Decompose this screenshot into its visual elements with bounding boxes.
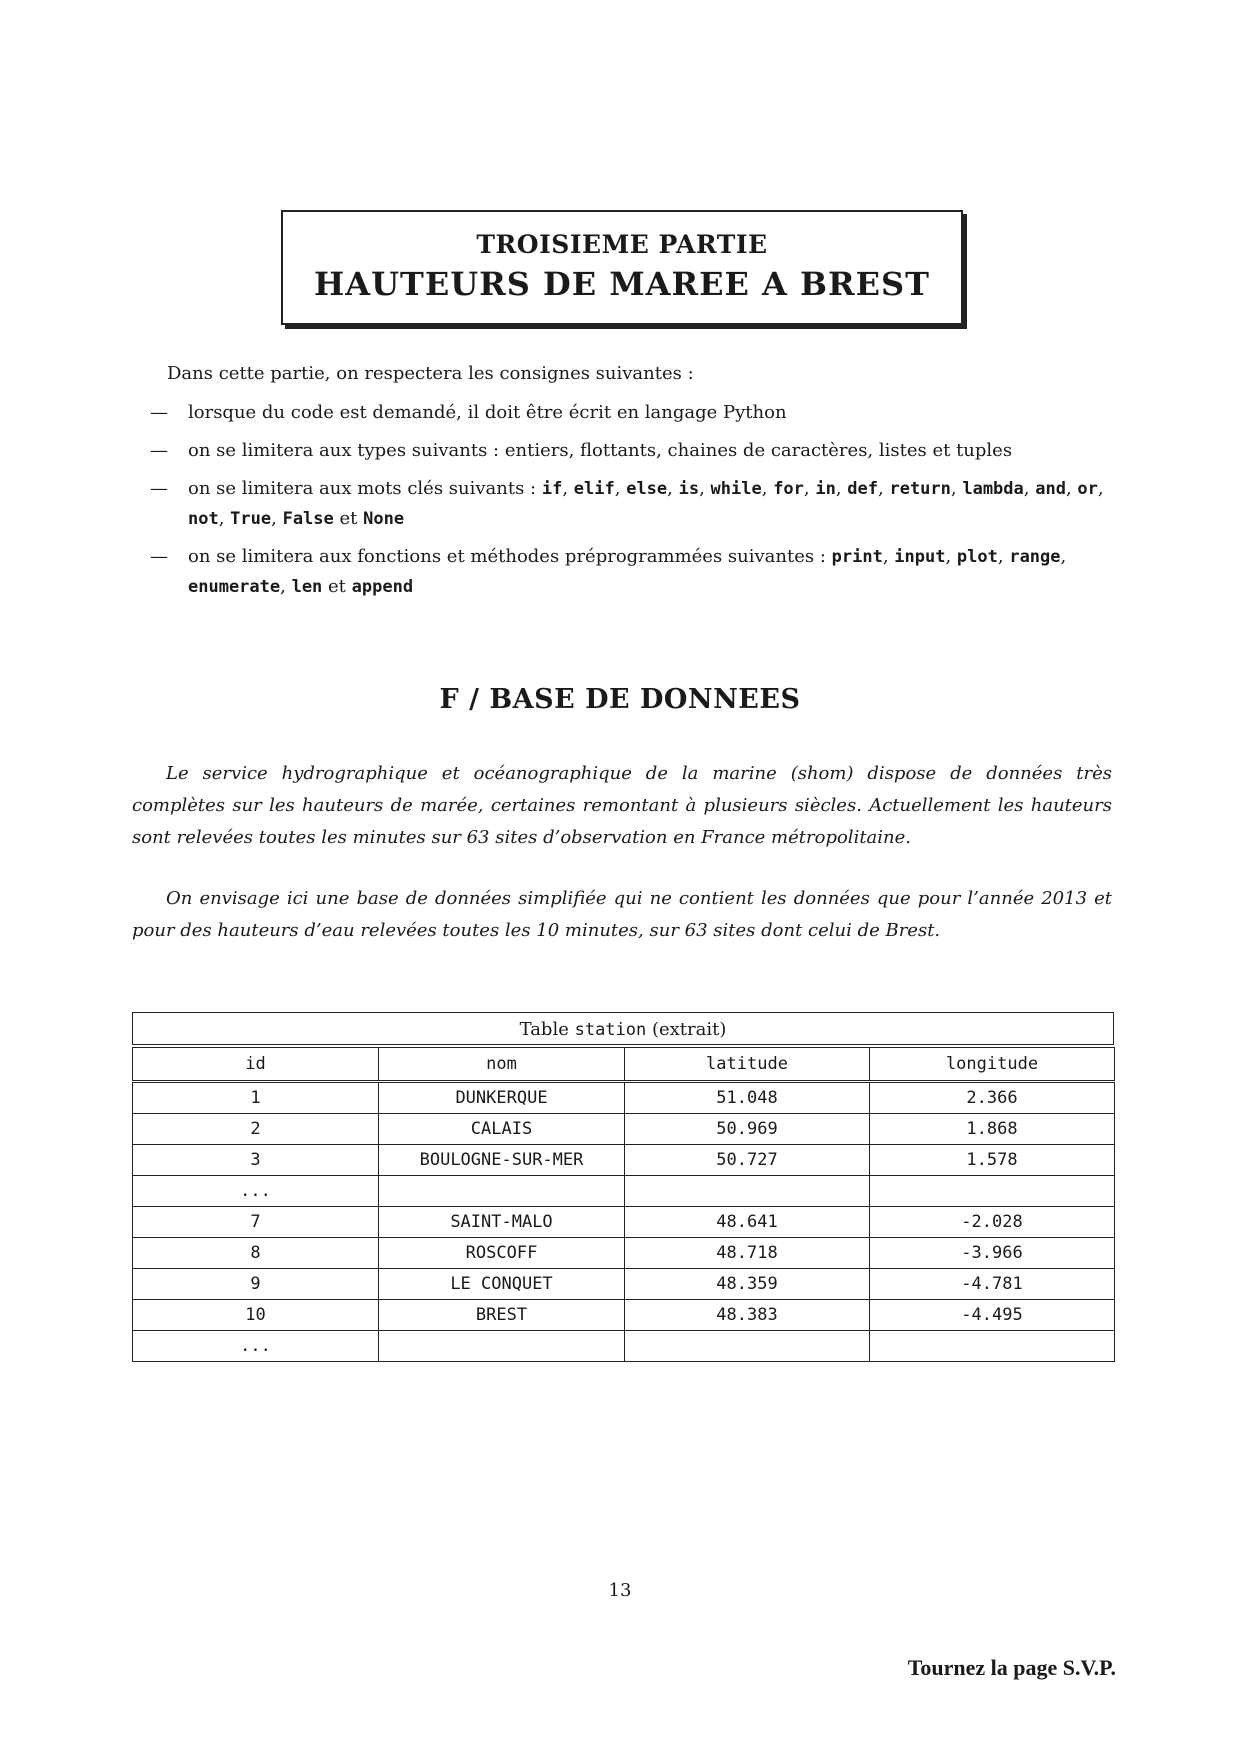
- rule-item: [150, 398, 1120, 428]
- list-separator: ,: [280, 576, 292, 597]
- cell-longitude: 1.868: [870, 1114, 1115, 1145]
- rule-text: on se limitera aux mots clés suivants :: [188, 478, 542, 499]
- table-row: [133, 1145, 1115, 1176]
- list-separator: ,: [614, 478, 627, 499]
- station-table-wrapper: [132, 1012, 1114, 1362]
- part-title-box: [281, 210, 963, 325]
- list-separator: ,: [945, 546, 957, 567]
- rules-list: [150, 398, 1120, 610]
- cell-nom: [379, 1331, 625, 1362]
- cell-nom: BOULOGNE-SUR-MER: [379, 1145, 625, 1176]
- cell-latitude: 50.727: [625, 1145, 870, 1176]
- cell-longitude: [870, 1176, 1115, 1207]
- dash-bullet: —: [150, 402, 168, 423]
- column-header-nom: nom: [379, 1048, 625, 1082]
- dash-bullet: —: [150, 546, 168, 567]
- rule-item: [150, 436, 1120, 466]
- keyword-code: elif: [573, 479, 615, 499]
- column-header-latitude: latitude: [625, 1048, 870, 1082]
- function-code: append: [351, 577, 414, 597]
- cell-id: 2: [133, 1114, 379, 1145]
- rule-text: lorsque du code est demandé, il doit être écrit en langage Python: [188, 402, 787, 423]
- keyword-code: False: [282, 509, 334, 529]
- section-title: F / BASE DE DONNEES: [439, 684, 801, 715]
- table-row: [133, 1082, 1115, 1114]
- cell-id: 10: [133, 1300, 379, 1331]
- turn-page-note: Tournez la page S.V.P.: [907, 1655, 1116, 1680]
- keyword-code: return: [889, 479, 951, 499]
- keyword-code: for: [773, 479, 804, 499]
- rule-text: on se limitera aux fonctions et méthodes préprogrammées suivantes :: [188, 546, 832, 567]
- cell-id: 3: [133, 1145, 379, 1176]
- table-header-row: [133, 1048, 1115, 1082]
- cell-longitude: 2.366: [870, 1082, 1115, 1114]
- list-separator: ,: [882, 546, 895, 567]
- column-header-longitude: longitude: [870, 1048, 1115, 1082]
- table-caption: [132, 1012, 1114, 1045]
- cell-id: 8: [133, 1238, 379, 1269]
- list-separator: ,: [997, 546, 1010, 567]
- cell-id: ...: [133, 1331, 379, 1362]
- cell-latitude: 48.359: [625, 1269, 870, 1300]
- cell-longitude: -4.495: [870, 1300, 1115, 1331]
- cell-nom: [379, 1176, 625, 1207]
- list-separator: ,: [667, 478, 679, 499]
- cell-latitude: 48.641: [625, 1207, 870, 1238]
- cell-id: 9: [133, 1269, 379, 1300]
- cell-longitude: -4.781: [870, 1269, 1115, 1300]
- paragraph: Le service hydrographique et océanographique de la marine (shom) dispose de données très complètes sur les hauteurs de marée, certaines remontant à plusieurs siècles. Actuellement les hauteurs sont relevées toutes les minutes sur 63 sites d’observation en France métropolitaine.: [132, 763, 1112, 848]
- table-row: [133, 1114, 1115, 1145]
- keyword-code: True: [230, 509, 272, 529]
- keyword-code: not: [188, 509, 219, 529]
- keyword-code: while: [710, 479, 762, 499]
- cell-nom: CALAIS: [379, 1114, 625, 1145]
- list-separator: ,: [562, 478, 574, 499]
- keyword-code: in: [815, 479, 836, 499]
- page-number: 13: [608, 1580, 632, 1601]
- station-table: [132, 1047, 1115, 1362]
- cell-latitude: 48.718: [625, 1238, 870, 1269]
- rule-text: on se limitera aux types suivants : entiers, flottants, chaines de caractères, listes et tuples: [188, 440, 1013, 461]
- function-code: enumerate: [188, 577, 281, 597]
- list-separator: ,: [271, 508, 283, 529]
- keyword-code: is: [678, 479, 700, 499]
- cell-id: ...: [133, 1176, 379, 1207]
- column-header-id: id: [133, 1048, 379, 1082]
- cell-latitude: 51.048: [625, 1082, 870, 1114]
- paragraph: On envisage ici une base de données simplifiée qui ne contient les données que pour l’année 2013 et pour des hauteurs d’eau relevées toutes les 10 minutes, sur 63 sites dont celui de Brest.: [132, 888, 1112, 941]
- list-separator: ,: [950, 478, 963, 499]
- keyword-code: def: [847, 479, 879, 499]
- rule-item: [150, 474, 1120, 534]
- table-row: [133, 1269, 1115, 1300]
- list-separator: ,: [878, 478, 890, 499]
- table-body: [133, 1082, 1115, 1362]
- keyword-code: if: [541, 479, 563, 499]
- rule-item: [150, 542, 1120, 602]
- keyword-code: None: [363, 509, 405, 529]
- cell-latitude: [625, 1331, 870, 1362]
- function-code: print: [831, 547, 883, 567]
- cell-id: 1: [133, 1082, 379, 1114]
- list-separator: ,: [1023, 478, 1036, 499]
- dash-bullet: —: [150, 478, 168, 499]
- dash-bullet: —: [150, 440, 168, 461]
- list-separator: ,: [699, 478, 711, 499]
- function-code: len: [291, 577, 323, 597]
- cell-latitude: 48.383: [625, 1300, 870, 1331]
- list-separator: ,: [1065, 478, 1078, 499]
- function-code: range: [1009, 547, 1061, 567]
- keyword-code: else: [626, 479, 668, 499]
- cell-nom: DUNKERQUE: [379, 1082, 625, 1114]
- list-separator: ,: [835, 478, 848, 499]
- table-row: [133, 1300, 1115, 1331]
- function-code: plot: [956, 547, 998, 567]
- caption-table-name: station: [574, 1020, 647, 1040]
- list-separator: ,: [1060, 546, 1067, 567]
- cell-nom: LE CONQUET: [379, 1269, 625, 1300]
- cell-longitude: -3.966: [870, 1238, 1115, 1269]
- list-separator: ,: [218, 508, 231, 529]
- table-row: [133, 1207, 1115, 1238]
- cell-longitude: -2.028: [870, 1207, 1115, 1238]
- part-title: HAUTEURS DE MAREE A BREST: [314, 265, 930, 303]
- function-code: input: [894, 547, 946, 567]
- part-label: TROISIEME PARTIE: [476, 230, 768, 259]
- cell-nom: BREST: [379, 1300, 625, 1331]
- cell-longitude: [870, 1331, 1115, 1362]
- keyword-code: or: [1077, 479, 1098, 499]
- instructions-intro: Dans cette partie, on respectera les consignes suivantes :: [167, 363, 694, 384]
- cell-longitude: 1.578: [870, 1145, 1115, 1176]
- caption-suffix: (extrait): [646, 1019, 727, 1040]
- cell-latitude: [625, 1176, 870, 1207]
- keyword-code: and: [1035, 479, 1066, 499]
- table-row: [133, 1331, 1115, 1362]
- cell-nom: SAINT-MALO: [379, 1207, 625, 1238]
- table-row: [133, 1238, 1115, 1269]
- list-separator: ,: [1097, 478, 1104, 499]
- cell-nom: ROSCOFF: [379, 1238, 625, 1269]
- list-separator: et: [322, 576, 352, 597]
- keyword-code: lambda: [962, 479, 1024, 499]
- table-row: [133, 1176, 1115, 1207]
- cell-latitude: 50.969: [625, 1114, 870, 1145]
- list-separator: ,: [761, 478, 774, 499]
- list-separator: et: [333, 508, 364, 529]
- caption-prefix: Table: [519, 1019, 575, 1040]
- cell-id: 7: [133, 1207, 379, 1238]
- list-separator: ,: [803, 478, 816, 499]
